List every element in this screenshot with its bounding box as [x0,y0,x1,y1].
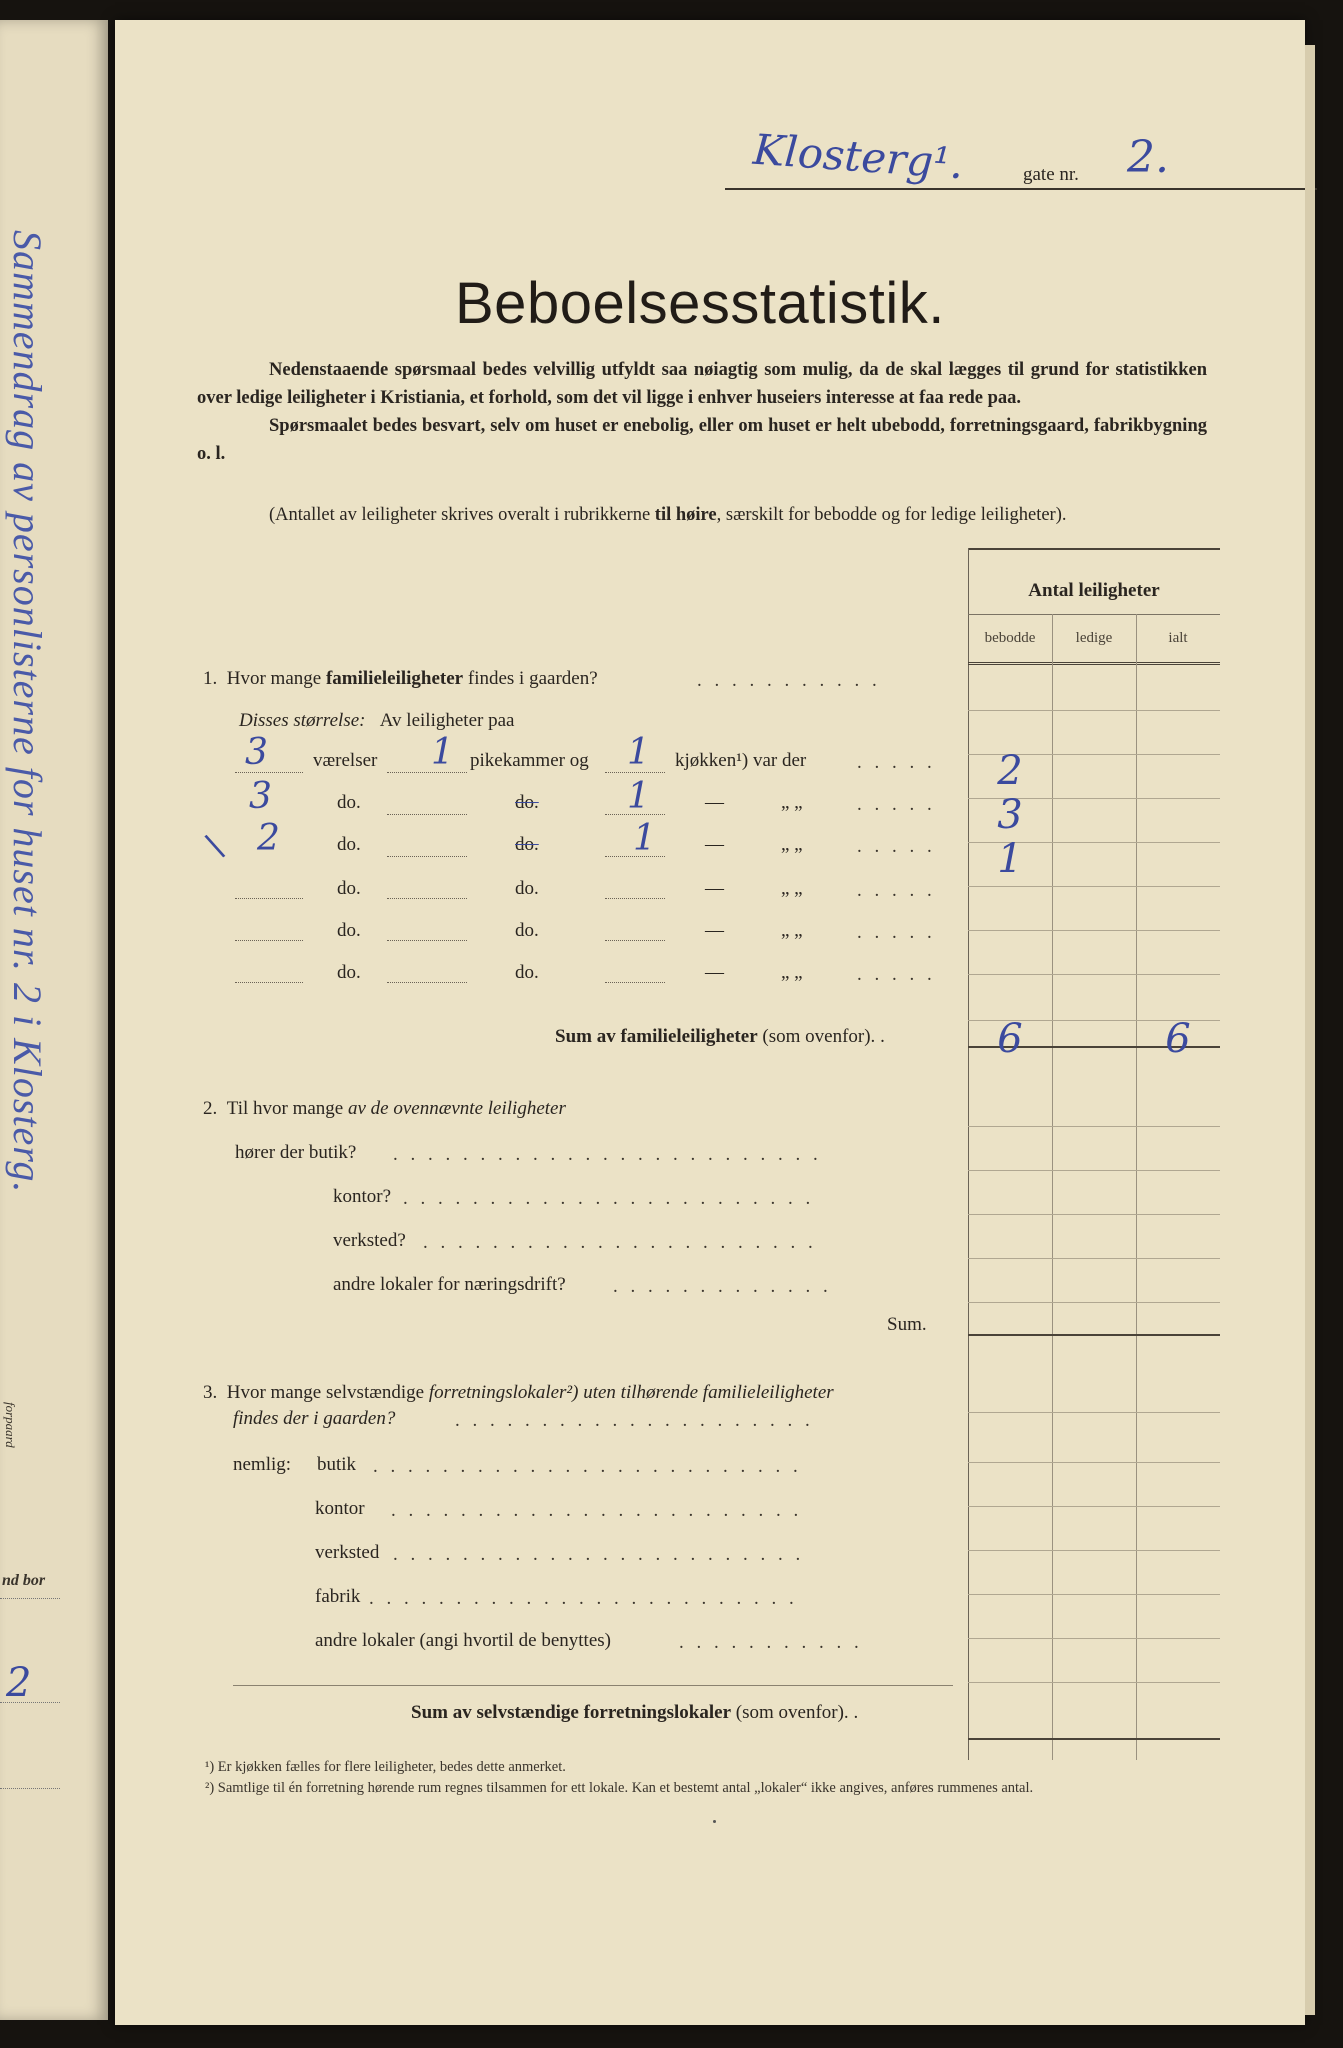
leader-dots: . . . . . [857,964,936,985]
row3-tick-mark: \ [198,826,231,866]
leader-dots: . . . . . [857,922,936,943]
section1-sum-label: Sum av familieleiligheter (som ovenfor). . [555,1026,885,1047]
leader-dots: . . . . . . . . . . . . . . . . . . . . . . . [423,1232,817,1253]
row2-maid-line [387,814,467,815]
note-suffix: , særskilt for bebodde og for ledige leiligheter). [716,505,1067,525]
row1-rooms-label: værelser [313,750,378,771]
section3-number: 3. [203,1382,218,1403]
section1-q-c: findes i gaarden? [463,668,598,689]
answer-table [968,548,1221,1760]
paper-speck [713,1820,716,1823]
row6-rooms-line [235,982,303,983]
row5-rooms-line [235,940,303,941]
table-header-rule [968,614,1220,615]
row5-maid-label: do. [515,920,539,941]
size-text: Av leiligheter paa [379,710,515,731]
row5-kitchen-line [605,940,665,941]
leader-dots: . . . . . [857,880,936,901]
row3-rooms-label: do. [337,834,361,855]
intro-paragraph-1: Nedenstaaende spørsmaal bedes velvillig utfyldt saa nøiagtig som mulig, da de skal lægges til grund for statistikken over ledige leiligheter i Kristiania, et forhold, som det vil ligge i enhver huseiers interesse at faa rede paa. [197,360,1207,408]
section2-question [203,1098,566,1120]
leader-dots: . . . . . . . . . . . . . . . . . . . . . . . . . [393,1144,822,1165]
row4-rooms-label: do. [337,878,361,899]
street-name-handwritten: Klosterg¹. [751,124,965,189]
grid-line [968,1594,1220,1595]
leader-dots: . . . . . . . . . . . . . [613,1276,832,1297]
left-facing-page [0,20,108,2020]
section3-item-fabrik: fabrik [315,1586,361,1607]
grid-line [968,1302,1220,1303]
section1-number: 1. [203,668,218,689]
section3-item-verksted: verksted [315,1542,380,1563]
note-bold: til høire [654,505,717,525]
grid-line [968,1258,1220,1259]
row5-rooms-label: do. [337,920,361,941]
row6-rooms-label: do. [337,962,361,983]
row5-dash: — [705,920,724,941]
gate-nr-label: gate nr. [1023,164,1079,185]
footnote-2: ²) Samtlige til én forretning hørende rum regnes tilsammen for ett lokale. Kan et bestemt antal „lokaler“ ikke angives, anføres rummenes antal. [205,1780,1034,1796]
leader-dots: . . . . . . . . . . . . . . . . . . . . . . . . [393,1544,805,1565]
row3-ditto: „ „ [781,834,803,855]
left-page-side-word: forpaard [3,1402,18,1448]
row4-dash: — [705,878,724,899]
left-page-rule-2 [0,1702,60,1703]
row6-maid-label: do. [515,962,539,983]
section3-separator [233,1685,953,1686]
row2-dash: — [705,792,724,813]
col-header-ledige: ledige [1075,630,1113,646]
column-divider-2 [1136,614,1137,1760]
left-page-rule-3 [0,1788,60,1789]
grid-line [968,1638,1220,1639]
section2-q-b: av de ovennævnte leiligheter [347,1098,566,1119]
section3-sum-rule [968,1738,1220,1740]
grid-line [968,1462,1220,1463]
row1-maid-line [387,772,467,773]
leader-dots: . . . . . . . . . . . . . . . . . . . . . [455,1410,814,1431]
leader-dots: . . . . . . . . . . . . . . . . . . . . . . . . . [373,1456,802,1477]
column-divider-1 [1052,614,1053,1760]
footnotes [205,1758,1245,1800]
gate-nr-value: 2. [1127,132,1169,183]
section1-sum-rest: (som ovenfor). [757,1026,876,1047]
row6-dash: — [705,962,724,983]
section3-sum-rest: (som ovenfor). [731,1702,849,1723]
col-header-ialt: ialt [1168,630,1188,646]
row2-bebodde-value: 3 [997,792,1023,838]
section2-item-butik: hører der butik? [235,1142,357,1163]
section3-q-c: findes der i gaarden? [233,1408,396,1429]
section3-question [203,1382,834,1404]
row2-ditto: „ „ [781,792,803,813]
table-header-title: Antal leiligheter [1028,580,1160,601]
intro-note [197,502,1207,529]
intro-text [197,356,1207,468]
grid-line [968,710,1220,711]
section2-item-verksted: verksted? [333,1230,406,1251]
row6-maid-line [387,982,467,983]
sum-bebodde-value: 6 [997,1016,1023,1062]
grid-line [968,1412,1220,1413]
page-title: Beboelsesstatistik. [455,271,945,336]
row3-bebodde-value: 1 [997,836,1023,882]
grid-line [968,1550,1220,1551]
section3-sum-label: Sum av selvstændige forretningslokaler (som ovenfor). . [411,1702,859,1723]
left-page-vertical-text: Sammendrag av personlisterne for huset nr. 2 i Klosterg. [5,230,50,1194]
grid-line [968,930,1220,931]
section2-sum-rule [968,1334,1220,1336]
row3-kitchen: 1 [633,818,656,859]
section3-item-andre: andre lokaler (angi hvortil de benyttes) [315,1630,611,1651]
table-header-double-rule [968,662,1220,665]
note-prefix: (Antallet av leiligheter skrives overalt i rubrikkerne [269,505,655,525]
section3-sum-bold: Sum av selvstændige forretningslokaler [411,1702,732,1723]
section2-q-a: Til hvor mange [226,1098,348,1119]
section1-sum-bold: Sum av familieleiligheter [555,1026,758,1047]
street-rule [725,188,1317,190]
size-intro [239,710,514,732]
row4-maid-line [387,898,467,899]
leader-dots: . . . . . [857,794,936,815]
row5-maid-line [387,940,467,941]
row1-kitchen-label: kjøkken¹) var der [675,750,807,771]
row4-maid-label: do. [515,878,539,899]
row3-dash: — [705,834,724,855]
leader-dots: . . . . . . . . . . . [679,1632,863,1653]
grid-line [968,1682,1220,1683]
grid-line [968,1170,1220,1171]
grid-line [968,974,1220,975]
section1-q-b: familieleiligheter [325,668,464,689]
row1-bebodde-value: 2 [997,748,1023,794]
section2-sum: Sum. [887,1314,927,1335]
row6-ditto: „ „ [781,962,803,983]
sum-ialt-value: 6 [1165,1016,1191,1062]
intro-paragraph-2: Spørsmaalet bedes besvart, selv om huset er enebolig, eller om huset er helt ubebodd, forretningsgaard, fabrikbygning o. l. [197,416,1207,464]
section2-number: 2. [203,1098,218,1119]
row6-kitchen-line [605,982,665,983]
row1-maid-rooms: 1 [431,732,454,773]
footnote-1: ¹) Er kjøkken fælles for flere leiligheter, bedes dette anmerket. [205,1759,566,1775]
leader-dots: . . . . . . . . . . . [697,670,881,691]
leader-dots: . . . . . [857,752,936,773]
row3-rooms: 2 [257,818,280,859]
row2-rooms-label: do. [337,792,361,813]
section3-nemlig: nemlig: [233,1454,292,1475]
grid-line [968,886,1220,887]
row1-rooms: 3 [245,732,268,773]
section3-item-kontor: kontor [315,1498,365,1519]
section2-item-andre: andre lokaler for næringsdrift? [333,1274,566,1295]
row2-rooms: 3 [249,776,272,817]
row1-rooms-line [235,772,303,773]
row3-maid-line [387,856,467,857]
row3-maid-label: do. [515,834,539,855]
size-label: Disses størrelse: [239,710,366,731]
row4-ditto: „ „ [781,878,803,899]
leader-dots: . . . . . . . . . . . . . . . . . . . . . . . . . [369,1588,798,1609]
row2-maid-label: do. [515,792,539,813]
leader-dots: . . . . . . . . . . . . . . . . . . . . . . . . [391,1500,803,1521]
row5-ditto: „ „ [781,920,803,941]
leader-dots: . . . . . [857,836,936,857]
grid-line [968,1214,1220,1215]
section3-q-b: forretningslokaler²) uten tilhørende familieleiligheter [428,1382,834,1403]
row4-rooms-line [235,898,303,899]
col-header-bebodde: bebodde [984,630,1036,646]
section1-q-a: Hvor mange [226,668,326,689]
row4-kitchen-line [605,898,665,899]
grid-line [968,1506,1220,1507]
row1-maid-label: pikekammer og [470,750,589,771]
row2-kitchen-line [605,814,665,815]
section2-item-kontor: kontor? [333,1186,392,1207]
row3-kitchen-line [605,856,665,857]
row1-kitchen-line [605,772,665,773]
grid-line [968,1126,1220,1127]
row2-kitchen: 1 [627,776,650,817]
left-page-side-word-2: nd bor [2,1572,46,1589]
section3-item-butik: butik [317,1454,357,1475]
left-page-handwriting: 2 [6,1660,32,1706]
form-page [115,20,1305,2025]
section3-q-a: Hvor mange selvstændige [226,1382,429,1403]
leader-dots: . . . . . . . . . . . . . . . . . . . . . . . . [403,1188,815,1209]
row1-kitchen: 1 [627,732,650,773]
section1-question [203,668,598,690]
left-page-rule [0,1598,60,1599]
